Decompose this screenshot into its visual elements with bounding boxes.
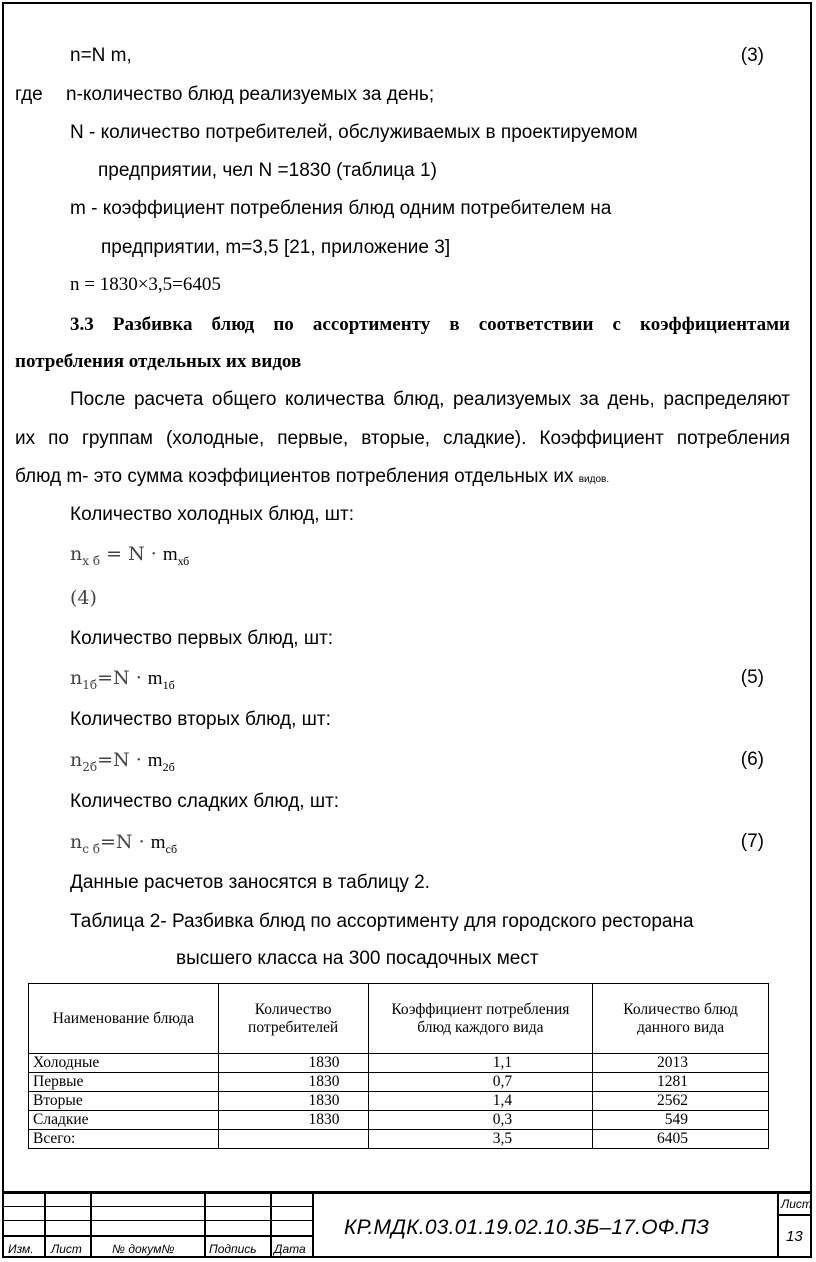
title-block [4, 1191, 812, 1261]
table-caption-line2: высшего класса на 300 посадочных мест [176, 948, 539, 969]
table-cell: Вторые [29, 1092, 219, 1111]
formula-7: $n_{с б}=N \cdot m_{сб}$ [70, 831, 178, 856]
table-cell: 1,1 [368, 1054, 593, 1073]
section-heading-line2: потребления отдельных их видов [15, 351, 302, 372]
table-cell: 1281 [593, 1073, 769, 1092]
table-row [29, 1054, 769, 1073]
table-cell: 0,7 [368, 1073, 593, 1092]
cold-label: Количество холодных блюд, шт: [70, 504, 355, 525]
table-cell: 0,3 [368, 1111, 593, 1130]
table-header-coefficient: Коэффициент потребления блюд каждого вида [368, 984, 593, 1054]
stamp-sheet-label: Лист [781, 1197, 812, 1211]
def-m-line2: предприятии, m=3,5 [21, приложение 3] [101, 237, 451, 258]
table-cell: 2562 [593, 1092, 769, 1111]
stamp-list: Лист [51, 1242, 82, 1256]
sweet-label: Количество сладких блюд, шт: [70, 791, 340, 812]
table-cell: 2013 [593, 1054, 769, 1073]
formula-3: n=N m, [70, 45, 132, 66]
table-caption-line1: Таблица 2- Разбивка блюд по ассортименту для городского ресторана [70, 911, 694, 932]
formula-3-number: (3) [740, 45, 764, 66]
calc-result: n = 1830×3,5=6405 [70, 274, 221, 295]
stamp-sheet-number: 13 [786, 1228, 803, 1245]
stamp-date: Дата [274, 1242, 306, 1256]
table-cell: 1830 [218, 1111, 368, 1130]
where-text: n-количество блюд реализуемых за день; [66, 84, 435, 105]
formula-5: $n_{1б}=N \cdot m_{1б}$ [70, 667, 175, 692]
stamp-sign: Подпись [209, 1242, 257, 1256]
table-cell: Первые [29, 1073, 219, 1092]
stamp-doc: № докум№ [112, 1242, 175, 1256]
table-cell: 1,4 [368, 1092, 593, 1111]
where-label: где [15, 84, 43, 105]
table-row [29, 1111, 769, 1130]
table-cell: 549 [593, 1111, 769, 1130]
table-header-consumers: Количество потребителей [218, 984, 368, 1054]
formula-4-number: (4) [70, 587, 97, 609]
table-row-total [29, 1130, 769, 1149]
paragraph-line1: После расчета общего количества блюд, реализуемых за день, распределяют [70, 389, 790, 410]
entered-note: Данные расчетов заносятся в таблицу 2. [70, 872, 430, 893]
paragraph-line3: блюд m- это сумма коэффициентов потребления отдельных их видов. [15, 466, 610, 487]
table-row [29, 1092, 769, 1111]
def-m-line1: m - коэффициент потребления блюд одним потребителем на [70, 198, 612, 219]
table-cell: Сладкие [29, 1111, 219, 1130]
formula-4: $n_{х б} = N \cdot m_{хб}$ [70, 543, 190, 568]
table-header-dish: Наименование блюда [29, 984, 219, 1054]
formula-6-number: (6) [740, 749, 764, 770]
table-header-count: Количество блюд данного вида [593, 984, 769, 1054]
paragraph-line2: их по группам (холодные, первые, вторые, сладкие). Коэффициент потребления [15, 428, 790, 449]
first-label: Количество первых блюд, шт: [70, 628, 334, 649]
document-code: КР.МДК.03.01.19.02.10.3Б–17.ОФ.ПЗ [344, 1216, 710, 1239]
section-heading-line1: 3.3 Разбивка блюд по ассортименту в соответствии с коэффициентами [70, 314, 790, 335]
formula-7-number: (7) [740, 831, 764, 852]
table-cell: 1830 [218, 1073, 368, 1092]
assortment-table [28, 983, 769, 1149]
table-cell [218, 1130, 368, 1149]
formula-6: $n_{2б}=N \cdot m_{2б}$ [70, 749, 175, 774]
formula-5-number: (5) [740, 667, 764, 688]
second-label: Количество вторых блюд, шт: [70, 709, 331, 730]
table-cell: 6405 [593, 1130, 769, 1149]
stamp-izm: Изм. [8, 1242, 34, 1256]
table-cell: 1830 [218, 1092, 368, 1111]
table-cell: Холодные [29, 1054, 219, 1073]
table-cell: 1830 [218, 1054, 368, 1073]
table-cell: 3,5 [368, 1130, 593, 1149]
table-row [29, 1073, 769, 1092]
table-cell: Всего: [29, 1130, 219, 1149]
def-n-line1: N - количество потребителей, обслуживаемых в проектируемом [70, 122, 638, 143]
def-n-line2: предприятии, чел N =1830 (таблица 1) [98, 160, 437, 181]
